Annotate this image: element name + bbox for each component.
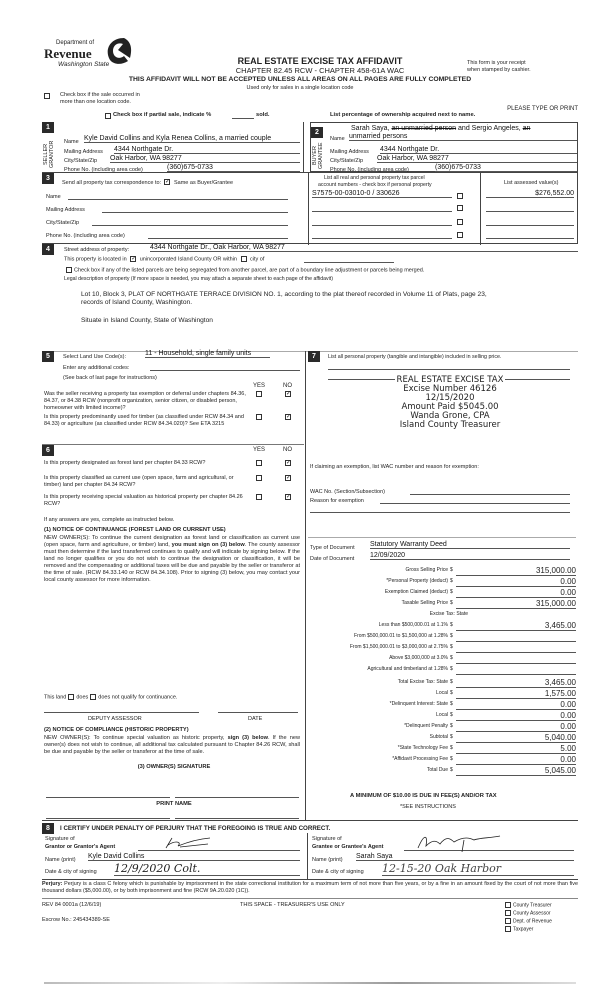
tax-row-label: Total Due [426, 767, 448, 773]
notice-of-compliance-text: NEW OWNER(S): To continue special valuation as historic property, sign (3) below. If the new owner(s) does not wish to continue, all additional tax calculated pursuant to Chapter 84.26 RCW, shall be due and payable by the seller or transferor at the time of sale. [44, 735, 300, 755]
dollar-sign: $ [450, 690, 453, 696]
divider [480, 173, 481, 245]
tax-row [310, 565, 578, 576]
personal-property-checkbox[interactable] [457, 205, 463, 211]
buyer-address-field[interactable]: 4344 Northgate Dr. [380, 146, 577, 154]
same-as-buyer-checkbox[interactable]: ✓ [165, 179, 171, 185]
divider [42, 444, 304, 445]
tax-row-label: Exemption Claimed (deduct) [384, 589, 448, 595]
personal-property-checkbox[interactable] [457, 219, 463, 225]
seller-address-field[interactable]: 4344 Northgate Dr. [114, 146, 300, 154]
notice-of-continuance-text: NEW OWNER(S): To continue the current designation as forest land or classification as current use (open space, farm and agriculture, or timber) land, you must sign on (3) below. The county assessor must then determine if the land transferred continues to qualify and will indicate by signing below. If the land no longer qualifies or you do not wish to continue the designation or classification, it will be removed and the compensating or additional taxes will be due and payable by the seller or transferor at the time of sale. (RCW 84.33.140 or RCW 84.34.108). Prior to signing (3) below, you may contact your local county assessor for more information. [44, 535, 300, 583]
dollar-sign: $ [450, 567, 453, 573]
dollar-sign: $ [450, 644, 453, 650]
tax-row [310, 609, 578, 620]
parcel-number-field[interactable]: S7575-00-03010-0 / 330626 [312, 190, 452, 198]
partial-sale-percent-field[interactable] [232, 112, 254, 119]
owner-print-name-field[interactable] [175, 818, 299, 819]
correspondence-phone-field[interactable] [148, 232, 288, 239]
grantor-signature [158, 836, 218, 850]
tax-row-value[interactable]: 5,040.00 [456, 733, 576, 743]
property-section: 4 Street address of property: 4344 Northgate Dr., Oak Harbor, WA 98277 This property is located in ✓ unincorporated Island County OR within city of Check box if any of the listed parcels are being segregated from another parcel, are part of a boundary line adjustment or parcels being merged. Legal description of property (If more space is needed, you may attach a separate sheet to each page of the affidavit) Lot 10, Block 3, PLAT OF NORTHGATE TERRACE DIVISION NO. 1, according to the plat thereof recorded in Volume 11 of Plats, page 23, records of Island County, Washington. Situate in Island County, State of Washington [42, 244, 578, 339]
tax-row [310, 631, 578, 642]
column-divider [307, 833, 308, 879]
multi-location-checkbox[interactable] [44, 93, 50, 99]
dollar-sign: $ [450, 578, 453, 584]
tax-row-label: Subtotal [429, 734, 448, 740]
correspondence-section: 3 Send all property tax correspondence to: ✓ Same as Buyer/Grantee Name Mailing Address City/State/Zip Phone No. (including area code) List all real and personal property tax parcel account numbers - check box if personal property List assessed value(s) S7575-00-03010-0 / 330626 $276,552.00 [42, 172, 578, 244]
assessor-date-field[interactable] [218, 712, 298, 713]
does-not-qualify-checkbox[interactable] [90, 694, 96, 700]
owner-signature-field[interactable] [175, 797, 299, 798]
assessed-value-field[interactable]: $276,552.00 [486, 190, 574, 198]
personal-property-checkbox[interactable] [457, 193, 463, 199]
yes-checkbox[interactable] [256, 460, 262, 466]
tax-row-label: Above $3,000,000 at 3.0% [389, 655, 448, 661]
tax-row [310, 620, 578, 631]
tax-row-label: Agricultural and timberland at 1.28% [367, 666, 448, 672]
dollar-sign: $ [450, 701, 453, 707]
copy-recipient [503, 926, 533, 932]
tax-row-label: From $1,500,000.01 to $3,000,000 at 2.75% [349, 644, 448, 650]
land-use-code-field[interactable]: 11 - Household, single family units [145, 350, 270, 358]
grantor-date-city-field[interactable]: 12/9/2020 Colt. [114, 862, 300, 876]
copy-checkbox[interactable] [505, 902, 511, 908]
divider [42, 820, 578, 821]
parcel-number-field[interactable] [312, 229, 452, 239]
yes-checkbox[interactable] [256, 494, 262, 500]
copy-label: Taxpayer [513, 926, 534, 933]
dor-logo: Department of Revenue Washington State [44, 40, 139, 80]
tax-row-value[interactable]: 315,000.00 [456, 599, 576, 609]
dollar-sign: $ [450, 633, 453, 639]
tax-row-value[interactable]: 0.00 [456, 577, 576, 587]
dollar-sign: $ [450, 666, 453, 672]
copy-checkbox[interactable] [505, 926, 511, 932]
tax-row [310, 721, 578, 732]
buyer-section: 2 BUYER GRANTEE Sarah Saya, an unmarried person and Sergio Angeles, an Name unmarried persons Mailing Address 4344 Northgate Dr. City/State/Zip Oak Harbor, WA 98277 Phone No. (including area code) (360)675-0733 [310, 122, 578, 172]
buyer-name-field[interactable]: unmarried persons [349, 133, 577, 141]
seller-city-field[interactable]: Oak Harbor, WA 98277 [110, 155, 300, 163]
dollar-sign: $ [450, 734, 453, 740]
assessed-value-field[interactable] [486, 216, 574, 226]
tax-row-value[interactable]: 1,575.00 [456, 689, 576, 699]
divider [308, 537, 576, 538]
seller-name-field[interactable]: Kyle David Collins and Kyla Renea Collins, a married couple [84, 135, 300, 143]
document-type-field[interactable]: Statutory Warranty Deed [370, 541, 570, 549]
tax-row [310, 576, 578, 587]
copy-checkbox[interactable] [505, 910, 511, 916]
form-title: REAL ESTATE EXCISE TAX AFFIDAVIT [237, 56, 403, 66]
tax-row-label: Local [436, 690, 448, 696]
dollar-sign: $ [450, 589, 453, 595]
no-checkbox[interactable]: ✓ [286, 475, 292, 481]
tax-row [310, 642, 578, 653]
tax-row-label: *Personal Property (deduct) [386, 578, 448, 584]
exemption-reason-field[interactable] [310, 506, 570, 513]
tax-row-value[interactable]: 315,000.00 [456, 566, 576, 576]
tax-row-label: *Delinquent Interest: State [389, 701, 448, 707]
tax-row-value[interactable]: 0.00 [456, 588, 576, 598]
parcel-number-field[interactable] [312, 216, 452, 226]
tax-row-label: Taxable Selling Price [401, 600, 448, 606]
dollar-sign: $ [450, 756, 453, 762]
no-checkbox[interactable]: ✓ [286, 414, 292, 420]
tax-row-label: Less than $500,000.01 at 1.1% [378, 622, 448, 628]
tax-row [310, 688, 578, 699]
tax-row [310, 598, 578, 609]
seller-phone-field[interactable]: (360)675-0733 [167, 164, 300, 172]
buyer-phone-field[interactable]: (360)675-0733 [435, 164, 577, 172]
warning-text: THIS AFFIDAVIT WILL NOT BE ACCEPTED UNLESS ALL AREAS ON ALL PAGES ARE FULLY COMPLETED [128, 76, 472, 83]
tax-row-value[interactable]: 3,465.00 [456, 678, 576, 688]
street-address-field[interactable]: 4344 Northgate Dr., Oak Harbor, WA 98277 [150, 244, 578, 252]
divider [42, 898, 578, 899]
dollar-sign: $ [450, 622, 453, 628]
divider [42, 879, 578, 880]
grantee-signature [414, 832, 504, 852]
dollar-sign: $ [450, 767, 453, 773]
no-checkbox[interactable]: ✓ [286, 391, 292, 397]
copy-checkbox[interactable] [505, 918, 511, 924]
dollar-sign: $ [450, 679, 453, 685]
tax-row-value[interactable]: 3,465.00 [456, 621, 576, 631]
tax-row [310, 732, 578, 743]
grantee-signature-field[interactable] [404, 838, 574, 851]
grantee-name-field[interactable]: Sarah Saya [356, 853, 574, 861]
legal-description: Lot 10, Block 3, PLAT OF NORTHGATE TERRACE DIVISION NO. 1, according to the plat thereof recorded in Volume 11 of Plats, page 23, [81, 291, 487, 298]
tax-row-value[interactable]: 0.00 [456, 722, 576, 732]
treasurer-paid-stamp: REAL ESTATE EXCISE TAX Excise Number 46126 12/15/2020 Amount Paid $5045.00 Wanda Grone, CPA Island County Treasurer [396, 375, 504, 430]
tax-row-value[interactable]: 5,045.00 [456, 766, 576, 776]
tax-row-label: Excise Tax: State [429, 611, 468, 617]
no-checkbox[interactable]: ✓ [286, 460, 292, 466]
tax-row-value[interactable] [456, 632, 576, 642]
copy-label: County Treasurer [513, 902, 552, 909]
location-line: This property is located in ✓ unincorporated Island County OR within city of [64, 256, 265, 263]
tax-row-value[interactable]: 0.00 [456, 711, 576, 721]
divider [308, 173, 309, 245]
tax-row-value[interactable] [456, 654, 576, 664]
copy-label: County Assessor [513, 910, 551, 917]
segregated-checkbox[interactable] [66, 267, 72, 273]
tax-row-value[interactable]: 5.00 [456, 744, 576, 754]
buyer-city-field[interactable]: Oak Harbor, WA 98277 [377, 155, 577, 163]
does-qualify-checkbox[interactable] [68, 694, 74, 700]
assessed-value-field[interactable] [486, 202, 574, 212]
buyer-name-line1: Sarah Saya, an unmarried person and Sergio Angeles, an [351, 125, 531, 132]
seller-section: 1 SELLER GRANTOR Name Kyle David Collins and Kyla Renea Collins, a married couple Mailing Address 4344 Northgate Dr. City/State/Zip Oak Harbor, WA 98277 Phone No. (including area code) (360)675-0733 [42, 122, 304, 172]
question-text: Is this property classified as current use (open space, farm and agricultural, or timber) land per chapter 84.34 RCW? [44, 475, 234, 488]
column-divider [305, 351, 306, 821]
no-checkbox[interactable]: ✓ [286, 494, 292, 500]
grantor-name-field[interactable]: Kyle David Collins [88, 853, 300, 861]
dollar-sign: $ [450, 723, 453, 729]
copy-label: Dept. of Revenue [513, 918, 552, 925]
dollar-sign: $ [450, 655, 453, 661]
grantee-date-city-field[interactable]: 12-15-20 Oak Harbor [382, 862, 574, 876]
tax-row [310, 677, 578, 688]
tax-row-label: *Affidavit Processing Fee [392, 756, 448, 762]
exemption-reason-field[interactable] [380, 497, 570, 504]
tax-row-label: *State Technology Fee [397, 745, 448, 751]
document-date-field[interactable]: 12/09/2020 [370, 552, 570, 560]
tax-row [310, 710, 578, 721]
partial-sale-checkbox[interactable] [105, 113, 111, 119]
wac-number-field[interactable] [410, 488, 570, 495]
tax-row-label: Total Excise Tax: State [397, 679, 448, 685]
copy-recipient [503, 910, 551, 916]
tax-row [310, 587, 578, 598]
perjury-notice: Perjury: Perjury is a class C felony which is punishable by imprisonment in the state correctional institution for a maximum term of not more than five years, or by a fine in an amount fixed by the court of not more than five thousand dollars ($5,000.00), or by both imprisonment and fine (RCW 9A.20.020 (1C)). [42, 881, 579, 894]
assessed-value-field[interactable] [486, 229, 574, 239]
personal-property-checkbox[interactable] [457, 232, 463, 238]
grantor-signature-field[interactable] [138, 838, 300, 851]
dollar-sign: $ [450, 712, 453, 718]
city-of-field[interactable] [304, 256, 394, 263]
tax-row-value[interactable] [456, 643, 576, 653]
owner-print-name-field[interactable] [46, 818, 170, 819]
question-text: Is this property predominantly used for timber (as classified under RCW 84.34 and 84.33) or agriculture (as classified under RCW 84.34.020)? See ETA 3215 [44, 414, 244, 427]
unincorporated-checkbox[interactable]: ✓ [131, 256, 137, 262]
parcel-number-field[interactable] [312, 202, 452, 212]
tax-row-value[interactable]: 0.00 [456, 755, 576, 765]
form-subtitle: CHAPTER 82.45 RCW - CHAPTER 458-61A WAC [235, 66, 405, 75]
correspondence-address-field[interactable] [102, 206, 288, 213]
tax-row [310, 699, 578, 710]
yes-checkbox[interactable] [256, 391, 262, 397]
tax-row-label: From $500,000.01 to $1,500,000 at 1.28% [354, 633, 448, 639]
deputy-assessor-signature[interactable] [44, 712, 199, 713]
tax-row [310, 664, 578, 675]
personal-property-field[interactable] [328, 362, 570, 370]
tax-row [310, 743, 578, 754]
tax-row [310, 754, 578, 765]
tax-row-value[interactable] [456, 665, 576, 675]
copy-recipient [503, 918, 552, 924]
tax-row-label: *Delinquent Penalty [404, 723, 448, 729]
tax-row-label: Gross Selling Price [405, 567, 448, 573]
tax-row-label: Local [436, 712, 448, 718]
correspondence-city-field[interactable] [92, 219, 288, 226]
tax-row [310, 653, 578, 664]
tax-row [310, 765, 578, 776]
question-text: Is this property designated as forest land per chapter 84.33 RCW? [44, 460, 206, 466]
owner-signature-field[interactable] [46, 797, 170, 798]
question-text: Was the seller receiving a property tax exemption or deferral under chapters 84.36, 84.37, or 84.38 RCW (nonprofit organization, senior citizen, or disabled person, homeowner with limited income)? [44, 391, 246, 411]
dollar-sign: $ [450, 600, 453, 606]
copy-recipient [503, 902, 552, 908]
yes-checkbox[interactable] [256, 475, 262, 481]
scan-edge [44, 982, 576, 984]
yes-checkbox[interactable] [256, 414, 262, 420]
correspondence-name-field[interactable] [68, 193, 288, 200]
dollar-sign: $ [450, 745, 453, 751]
tax-row-value[interactable]: 0.00 [456, 700, 576, 710]
question-text: Is this property receiving special valuation as historical property per chapter 84.26 RCW? [44, 494, 243, 507]
city-checkbox[interactable] [241, 256, 247, 262]
additional-codes-field[interactable] [150, 364, 300, 371]
